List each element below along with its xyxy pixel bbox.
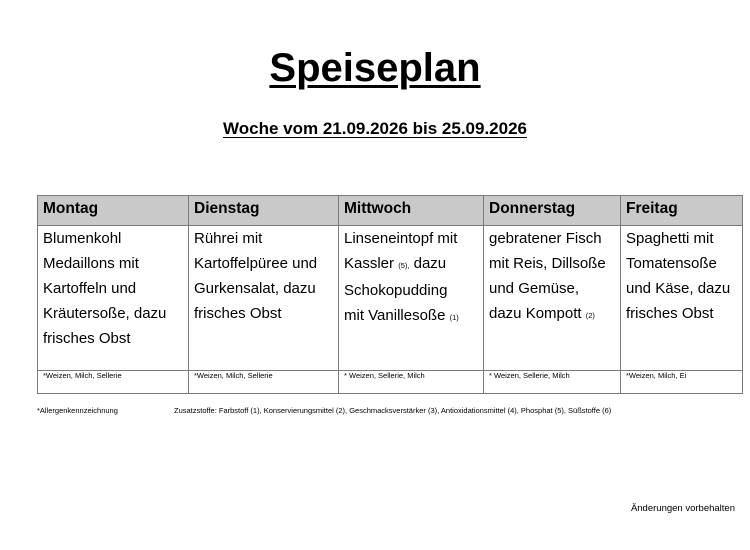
meal-monday: Blumenkohl Medaillons mit Kartoffeln und Kräutersoße, dazu frisches Obst [38,226,189,371]
meal-thursday: gebratener Fisch mit Reis, Dillsoße und Gemüse, dazu Kompott (2) [484,226,621,371]
day-header-tuesday: Dienstag [189,196,339,226]
meal-tuesday: Rührei mit Kartoffelpüree und Gurkensalat, dazu frisches Obst [189,226,339,371]
allergens-friday: *Weizen, Milch, Ei [621,371,743,394]
allergens-tuesday: *Weizen, Milch, Sellerie [189,371,339,394]
day-header-wednesday: Mittwoch [339,196,484,226]
page-title: Speiseplan [269,46,481,90]
allergen-row [38,371,743,394]
allergens-thursday: * Weizen, Sellerie, Milch [484,371,621,394]
additive-mark: (2) [585,311,595,320]
menu-table [37,195,743,394]
day-header-monday: Montag [38,196,189,226]
day-header-friday: Freitag [621,196,743,226]
allergens-wednesday: * Weizen, Sellerie, Milch [339,371,484,394]
additives-footnote: Zusatzstoffe: Farbstoff (1), Konservierungsmittel (2), Geschmacksverstärker (3), Antioxidationsmittel (4), Phosphat (5), Süßstoffe (6) [174,406,612,415]
additive-mark: (5), [398,261,410,270]
meal-row [38,226,743,371]
changes-note: Änderungen vorbehalten [630,503,735,514]
header-row [38,196,743,226]
meal-friday: Spaghetti mit Tomatensoße und Käse, dazu frisches Obst [621,226,743,371]
additive-mark: (1) [449,313,459,322]
meal-wednesday: Linseneintopf mit Kassler (5), dazu Schokopudding mit Vanillesoße (1) [339,226,484,371]
week-range: Woche vom 21.09.2026 bis 25.09.2026 [223,119,527,138]
day-header-thursday: Donnerstag [484,196,621,226]
allergen-footnote: *Allergenkennzeichnung [37,406,118,415]
allergens-monday: *Weizen, Milch, Sellerie [38,371,189,394]
